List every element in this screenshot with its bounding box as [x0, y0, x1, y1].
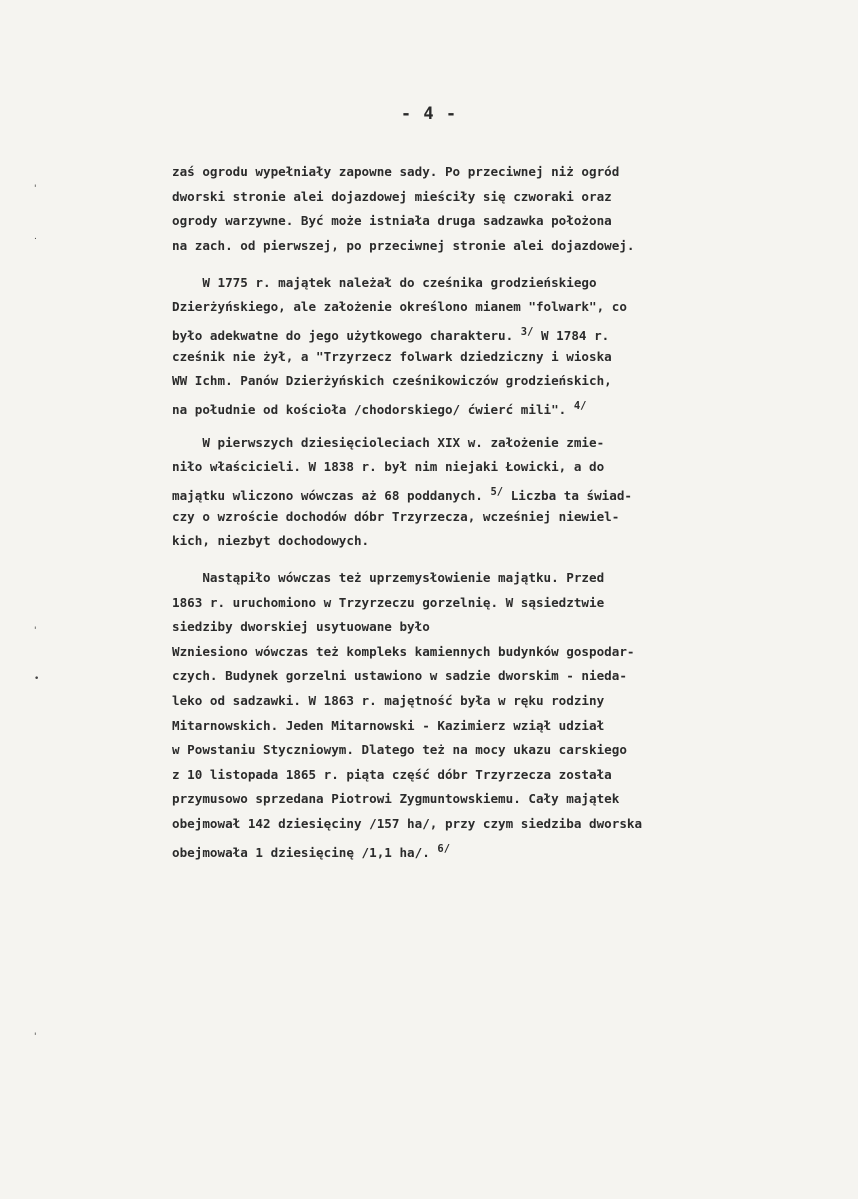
text-line [172, 664, 822, 689]
line-text: cześnik nie żył, a "Trzyrzecz folwark dziedziczny i wioska [172, 348, 612, 364]
line-text: ogrody warzywne. Być może istniała druga sadzawka położona [172, 213, 612, 229]
text-line [172, 689, 822, 714]
line-text: przymusowo sprzedana Piotrowi Zygmuntowskiemu. Cały majątek [172, 791, 620, 807]
text-line [172, 591, 822, 616]
line-text: obejmował 142 dziesięciny /157 ha/, przy czym siedziba dworska [172, 816, 643, 832]
line-text-continued: Liczba ta świad- [503, 487, 633, 503]
text-line [172, 714, 822, 739]
footnote-reference: 6/ [437, 842, 451, 855]
margin-mark: ' [34, 626, 37, 636]
text-line [172, 320, 822, 345]
text-line [172, 345, 822, 370]
footnote-reference: 5/ [490, 485, 504, 498]
footnote-reference: 4/ [573, 399, 587, 412]
text-line [172, 369, 822, 394]
paragraph-gap [172, 418, 822, 430]
line-text: Nastąpiło wówczas też uprzemysłowienie majątku. Przed [172, 570, 605, 586]
margin-mark: ' [34, 1032, 37, 1042]
margin-mark: ' [34, 184, 37, 194]
margin-mark: • [34, 674, 40, 684]
line-text: dworski stronie alei dojazdowej mieściły się czworaki oraz [172, 188, 612, 204]
text-line [172, 480, 822, 505]
text-line [172, 640, 822, 665]
text-line [172, 763, 822, 788]
line-text: WW Ichm. Panów Dzierżyńskich cześnikowiczów grodzieńskich, [172, 373, 612, 389]
page-number: - 4 - [400, 104, 458, 124]
line-text: majątku wliczono wówczas aż 68 poddanych. [172, 487, 491, 503]
text-line [172, 394, 822, 419]
text-line [172, 787, 822, 812]
text-line [172, 529, 822, 554]
text-line [172, 209, 822, 234]
text-line [172, 431, 822, 456]
line-text: Wzniesiono wówczas też kompleks kamiennych budynków gospodar- [172, 643, 635, 659]
line-text: Mitarnowskich. Jeden Mitarnowski - Kazimierz wziął udział [172, 717, 605, 733]
line-text: niło właścicieli. W 1838 r. był nim niejaki Łowicki, a do [172, 459, 605, 475]
line-text: 1863 r. uruchomiono w Trzyrzeczu gorzelnię. W sąsiedztwie [172, 594, 605, 610]
text-line [172, 812, 822, 837]
text-line [172, 615, 822, 640]
paragraph-gap [172, 554, 822, 566]
margin-mark: . [34, 232, 37, 242]
text-line [172, 566, 822, 591]
text-line [172, 271, 822, 296]
line-text: było adekwatne do jego użytkowego charakteru. [172, 327, 521, 343]
text-line [172, 738, 822, 763]
footnote-reference: 3/ [520, 325, 534, 338]
text-line [172, 505, 822, 530]
line-text: z 10 listopada 1865 r. piąta część dóbr Trzyrzecza została [172, 766, 612, 782]
line-text: W 1775 r. majątek należał do cześnika grodzieńskiego [172, 274, 597, 290]
text-line [172, 837, 822, 862]
line-text: zaś ogrodu wypełniały zapowne sady. Po przeciwnej niż ogród [172, 164, 620, 179]
line-text: czy o wzroście dochodów dóbr Trzyrzecza, wcześniej niewiel- [172, 508, 620, 524]
typed-text-body [172, 160, 822, 861]
line-text: Dzierżyńskiego, ale założenie określono mianem "folwark", co [172, 299, 627, 315]
text-line [172, 234, 822, 259]
text-line [172, 295, 822, 320]
line-text: obejmowała 1 dziesięcinę /1,1 ha/. [172, 844, 438, 860]
text-line [172, 160, 822, 185]
line-text: leko od sadzawki. W 1863 r. majętność była w ręku rodziny [172, 693, 605, 709]
line-text: czych. Budynek gorzelni ustawiono w sadzie dworskim - nieda- [172, 668, 627, 684]
paragraph-gap [172, 258, 822, 270]
line-text: w Powstaniu Styczniowym. Dlatego też na mocy ukazu carskiego [172, 742, 627, 758]
line-text: W pierwszych dziesięcioleciach XIX w. założenie zmie- [172, 434, 605, 450]
line-text: na zach. od pierwszej, po przeciwnej stronie alei dojazdowej. [172, 237, 635, 253]
line-text: kich, niezbyt dochodowych. [172, 533, 370, 549]
text-line [172, 455, 822, 480]
text-line [172, 185, 822, 210]
line-text: siedziby dworskiej usytuowane było [172, 619, 430, 635]
line-text-continued: W 1784 r. [533, 327, 610, 343]
line-text: na południe od kościoła /chodorskiego/ ćwierć mili". [172, 401, 574, 417]
